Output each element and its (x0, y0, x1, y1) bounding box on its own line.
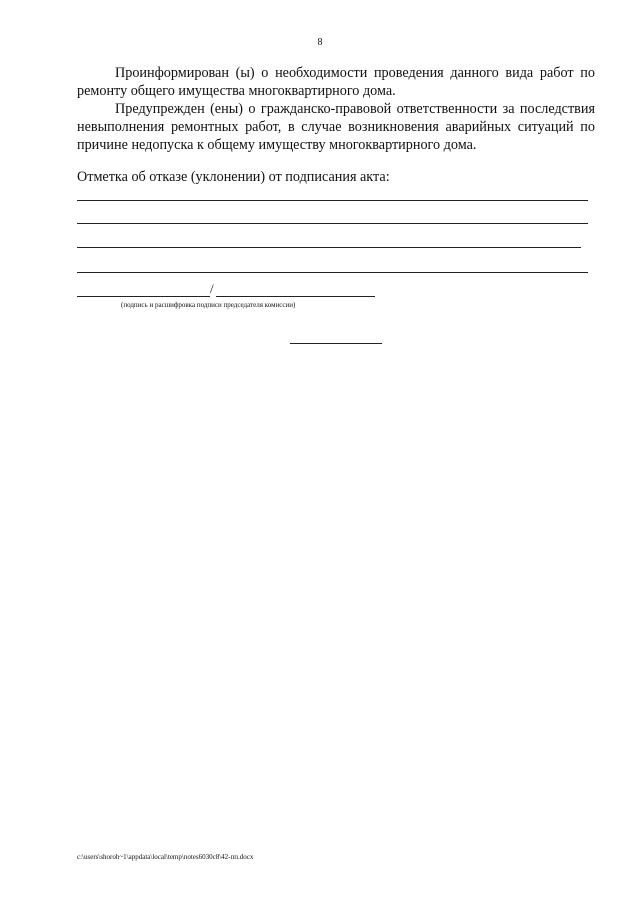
signature-name-line (216, 296, 375, 297)
paragraph-warned: Предупрежден (ены) о гражданско-правовой ответственности за последствия невыполнения ремонтных работ, в случае возникновения аварийных ситуаций по причине недопуска к общему имуществу многоквартирного дома. (77, 101, 595, 153)
signature-caption: (подпись и расшифровка подписи председателя комиссии) (121, 301, 296, 309)
paragraph-informed: Проинформирован (ы) о необходимости проведения данного вида работ по ремонту общего имущества многоквартирного дома. (77, 65, 595, 99)
blank-line-3 (77, 247, 581, 248)
signature-separator: / (210, 281, 214, 296)
page-number: 8 (317, 37, 323, 48)
footer-file-path: c:\users\shoroh~1\appdata\local\temp\notes6030c8\42-пп.docx (77, 853, 254, 861)
blank-line-1 (77, 200, 588, 201)
end-rule (290, 343, 382, 344)
signature-line (77, 296, 210, 297)
blank-line-4 (77, 272, 588, 273)
refusal-mark-label: Отметка об отказе (уклонении) от подписания акта: (77, 169, 390, 185)
blank-line-2 (77, 223, 588, 224)
